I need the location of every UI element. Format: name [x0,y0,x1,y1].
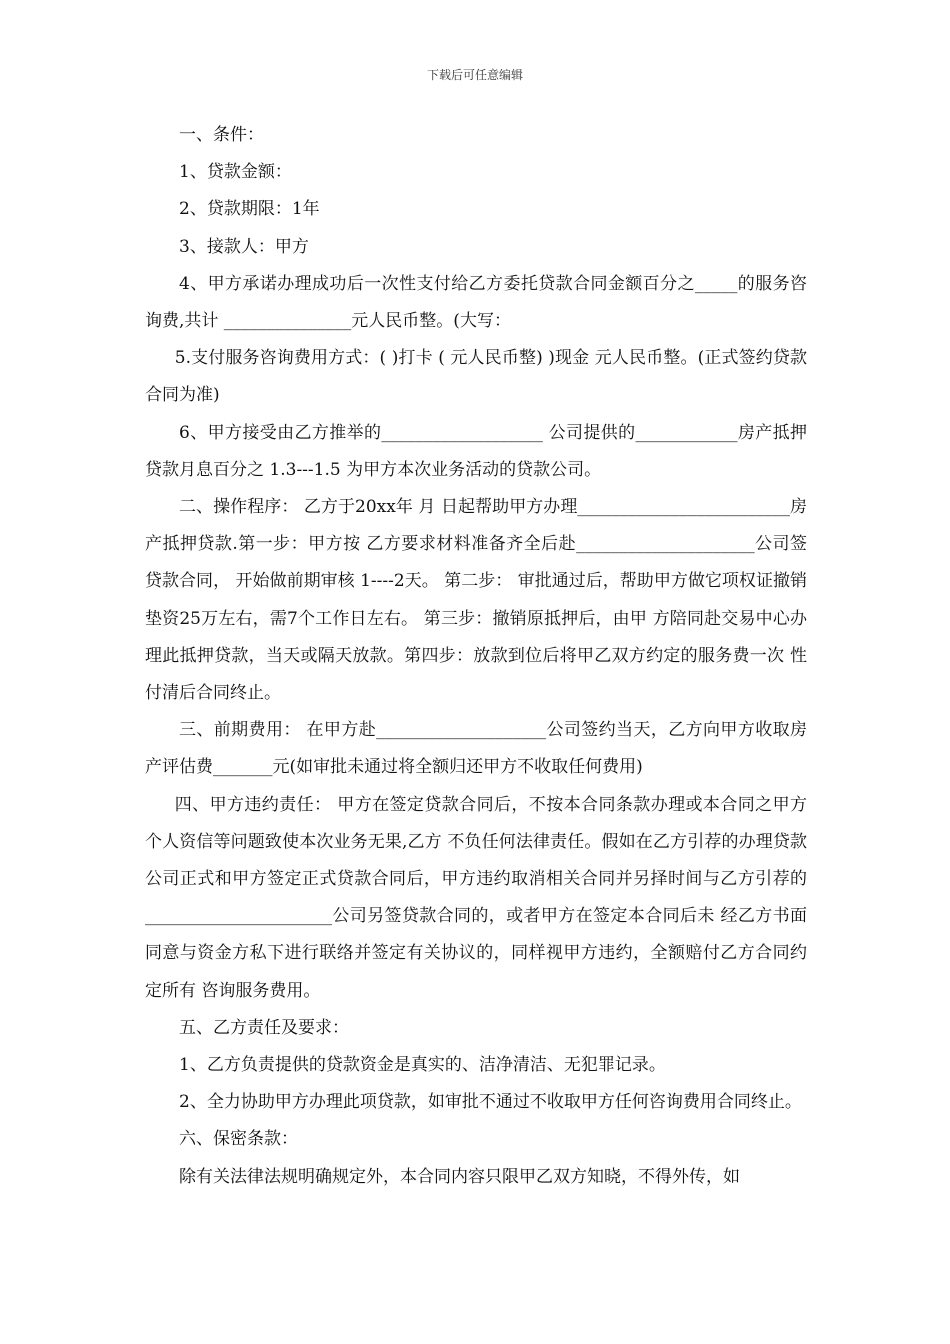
clause-party-b-funds: 1、乙方负责提供的贷款资金是真实的、洁净清洁、无犯罪记录。 [179,1055,666,1076]
section-heading-confidentiality: 六、保密条款： [179,1129,298,1150]
clause-service-fee: 4、甲方承诺办理成功后一次性支付给乙方委托贷款合同金额百分之_____的服务咨询费,共计 _______________元人民币整。(大写： [145,273,807,332]
clause-borrower: 3、接款人：甲方 [179,236,309,257]
clause-loan-term: 2、贷款期限：1年 [179,199,320,220]
section-upfront-fees: 三、前期费用： 在甲方赴____________________公司签约当天，乙方向甲方收取房产评估费_______元(如审批未通过将全额归还甲方不收取任何费用) [145,720,807,778]
section-party-a-breach: 四、甲方违约责任： 甲方在签定贷款合同后，不按本合同条款办理或本合同之甲方个人资信等问题致使本次业务无果,乙方 不负任何法律责任。假如在乙方引荐的办理贷款公司正式和甲方签定正式贷款合同后，甲方违约取消相关合同并另择时间与乙方引荐的______________________公司另签贷款合同的，或者甲方在签定本合同后未 经乙方书面同意与资金方私下进行联络并签定有关协议的，同样视甲方违约，全额赔付乙方合同约定所有 咨询服务费用。 [145,794,807,1001]
clause-loan-amount: 1、贷款金额： [179,162,292,183]
document-body [145,117,807,1196]
clause-payment-method: 5.支付服务咨询费用方式：( )打卡 ( 元人民币整) )现金 元人民币整。(正式签约贷款合同为准) [145,348,807,406]
clause-party-b-assist: 2、全力协助甲方办理此项贷款，如审批不通过不收取甲方任何咨询费用合同终止。 [179,1092,802,1113]
section-operating-procedure: 二、操作程序： 乙方于20xx年 月 日起帮助甲方办理_________________________房产抵押贷款.第一步：甲方按 乙方要求材料准备齐全后赴_____________________公司签贷款合同， 开始做前期审核 1----2天。 第二步： 审批通过后，帮助甲方做它项权证撤销垫资25万左右，需7个工作日左右。 第三步：撤销原抵押后，由甲 方陪同赴交易中心办理此抵押贷款，当天或隔天放款。第四步：放款到位后将甲乙双方约定的服务费一次 性付清后合同终止。 [145,497,807,704]
section-heading-conditions: 一、条件： [179,125,264,145]
clause-confidentiality: 除有关法律法规明确规定外，本合同内容只限甲乙双方知晓，不得外传，如 [179,1166,740,1187]
page-header: 下载后可任意编辑 [426,68,523,82]
clause-loan-company: 6、甲方接受由乙方推举的___________________ 公司提供的____________房产抵押贷款月息百分之 1.3---1.5 为甲方本次业务活动的贷款公司。 [145,422,807,480]
section-heading-party-b-duties: 五、乙方责任及要求： [179,1017,349,1038]
